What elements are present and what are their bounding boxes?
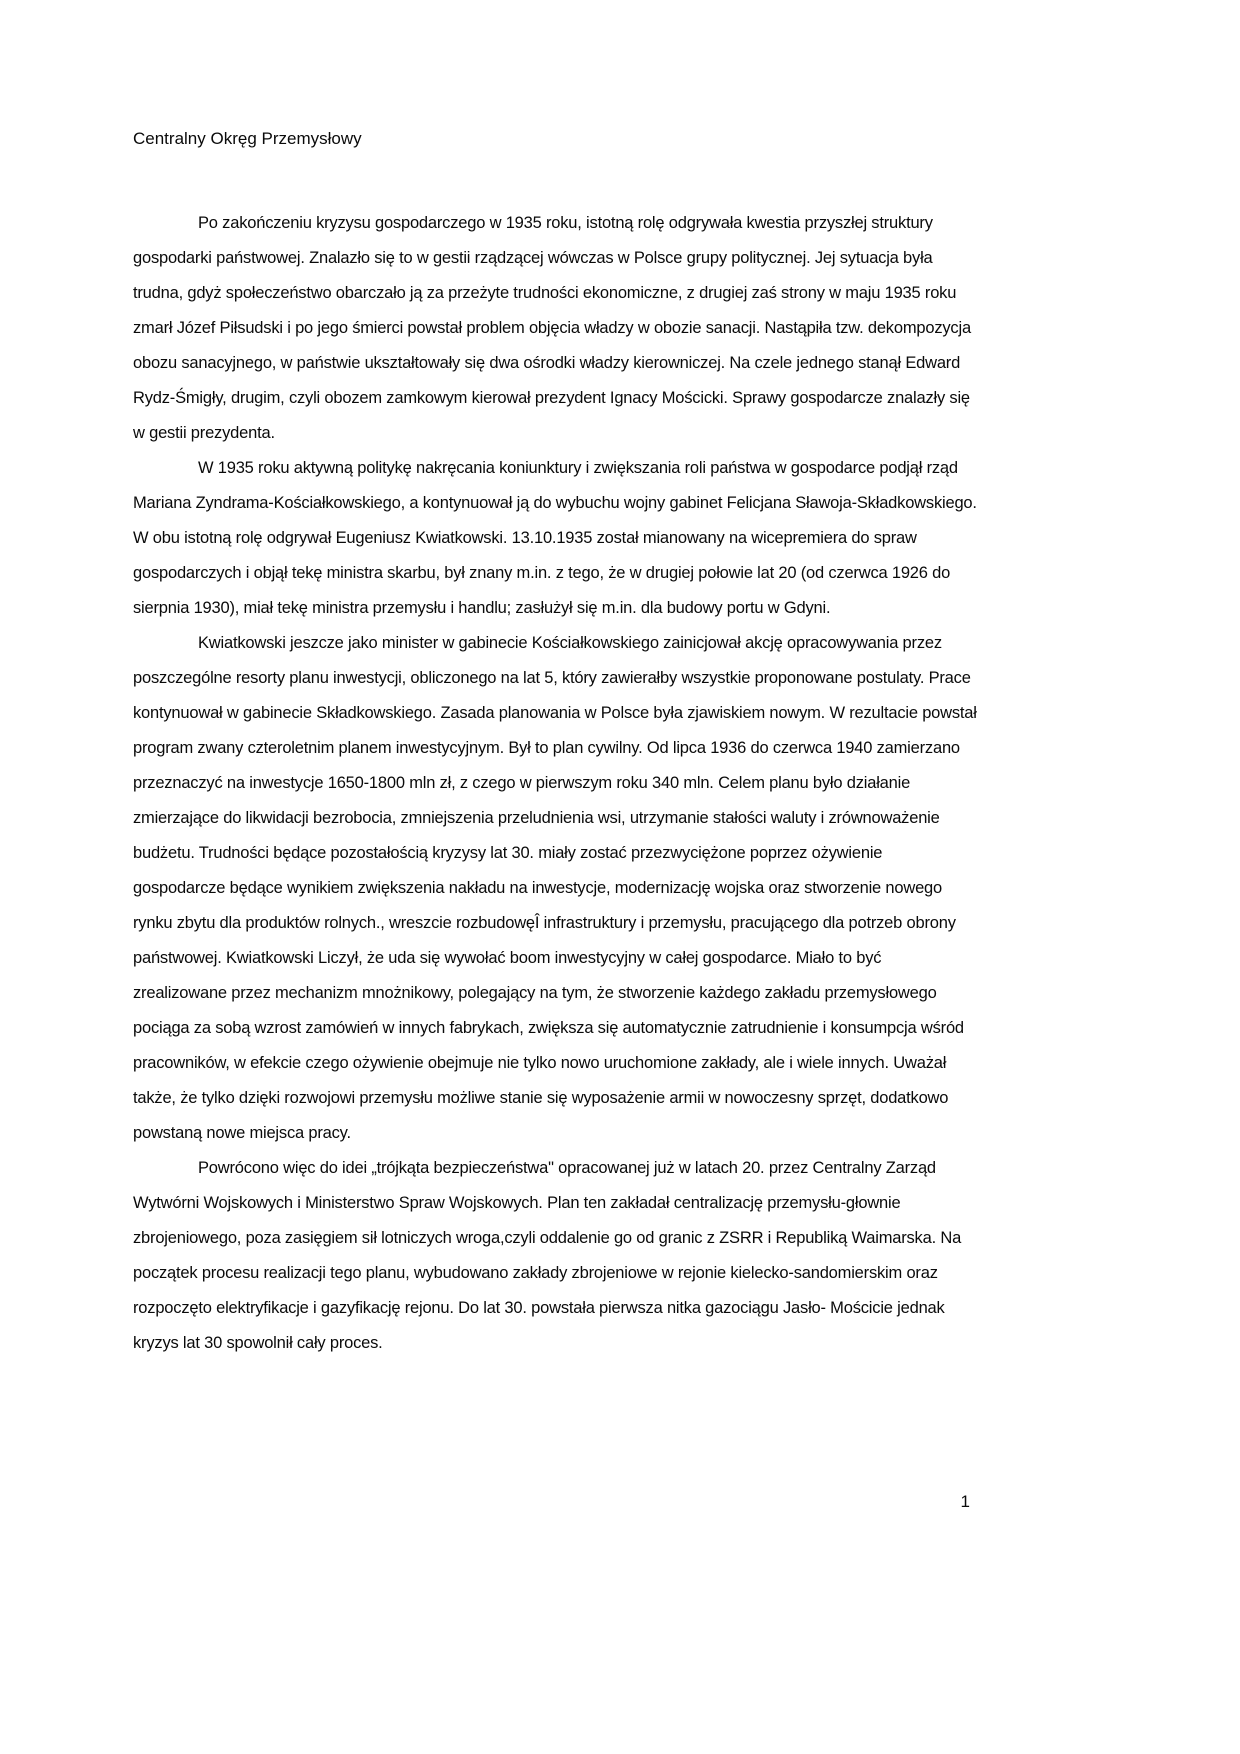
paragraph-3: Kwiatkowski jeszcze jako minister w gabinecie Kościałkowskiego zainicjował akcję opracowywania przez poszczególne resorty planu inwestycji, obliczonego na lat 5, który zawierałby wszystkie proponowane postulaty. Prace kontynuował w gabinecie Składkowskiego. Zasada planowania w Polsce była zjawiskiem nowym. W rezultacie powstał program zwany czteroletnim planem inwestycyjnym. Był to plan cywilny. Od lipca 1936 do czerwca 1940 zamierzano przeznaczyć na inwestycje 1650-1800 mln zł, z czego w pierwszym roku 340 mln. Celem planu było działanie zmierzające do likwidacji bezrobocia, zmniejszenia przeludnienia wsi, utrzymanie stałości waluty i zrównoważenie budżetu. Trudności będące pozostałością kryzysy lat 30. miały zostać przezwyciężone poprzez ożywienie gospodarcze będące wynikiem zwiększenia nakładu na inwestycje, modernizację wojska oraz stworzenie nowego rynku zbytu dla produktów rolnych., wreszcie rozbudowęÎ infrastruktury i przemysłu, pracującego dla potrzeb obrony państwowej. Kwiatkowski Liczył, że uda się wywołać boom inwestycyjny w całej gospodarce. Miało to być zrealizowane przez mechanizm mnożnikowy, polegający na tym, że stworzenie każdego zakładu przemysłowego pociąga za sobą wzrost zamówień w innych fabrykach, zwiększa się automatycznie zatrudnienie i konsumpcja wśród pracowników, w efekcie czego ożywienie obejmuje nie tylko nowo uruchomione zakłady, ale i wiele innych. Uważał także, że tylko dzięki rozwojowi przemysłu możliwe stanie się wyposażenie armii w nowoczesny sprzęt, dodatkowo powstaną nowe miejsca pracy. <box>133 634 977 1142</box>
paragraph-2: W 1935 roku aktywną politykę nakręcania koniunktury i zwiększania roli państwa w gospodarce podjął rząd Mariana Zyndrama-Kościałkowskiego, a kontynuował ją do wybuchu wojny gabinet Felicjana Sławoja-Składkowskiego. W obu istotną rolę odgrywał Eugeniusz Kwiatkowski. 13.10.1935 został mianowany na wicepremiera do spraw gospodarczych i objął tekę ministra skarbu, był znany m.in. z tego, że w drugiej połowie lat 20 (od czerwca 1926 do sierpnia 1930), miał tekę ministra przemysłu i handlu; zasłużył się m.in. dla budowy portu w Gdyni. <box>133 459 977 617</box>
document-content <box>133 128 978 1361</box>
page-title: Centralny Okręg Przemysłowy <box>133 129 362 148</box>
page-number: 1 <box>960 1492 970 1511</box>
paragraph-1: Po zakończeniu kryzysu gospodarczego w 1935 roku, istotną rolę odgrywała kwestia przyszłej struktury gospodarki państwowej. Znalazło się to w gestii rządzącej wówczas w Polsce grupy politycznej. Jej sytuacja była trudna, gdyż społeczeństwo obarczało ją za przeżyte trudności ekonomiczne, z drugiej zaś strony w maju 1935 roku zmarł Józef Piłsudski i po jego śmierci powstał problem objęcia władzy w obozie sanacji. Nastąpiła tzw. dekompozycja obozu sanacyjnego, w państwie ukształtowały się dwa ośrodki władzy kierowniczej. Na czele jednego stanął Edward Rydz-Śmigły, drugim, czyli obozem zamkowym kierował prezydent Ignacy Mościcki. Sprawy gospodarcze znalazły się w gestii prezydenta. <box>133 214 971 442</box>
paragraph-4: Powrócono więc do idei „trójkąta bezpieczeństwa" opracowanej już w latach 20. przez Centralny Zarząd Wytwórni Wojskowych i Ministerstwo Spraw Wojskowych. Plan ten zakładał centralizację przemysłu-głownie zbrojeniowego, poza zasięgiem sił lotniczych wroga,czyli oddalenie go od granic z ZSRR i Republiką Waimarska. Na początek procesu realizacji tego planu, wybudowano zakłady zbrojeniowe w rejonie kielecko-sandomierskim oraz rozpoczęto elektryfikacje i gazyfikację rejonu. Do lat 30. powstała pierwsza nitka gazociągu Jasło- Mościcie jednak kryzys lat 30 spowolnił cały proces. <box>133 1159 962 1352</box>
